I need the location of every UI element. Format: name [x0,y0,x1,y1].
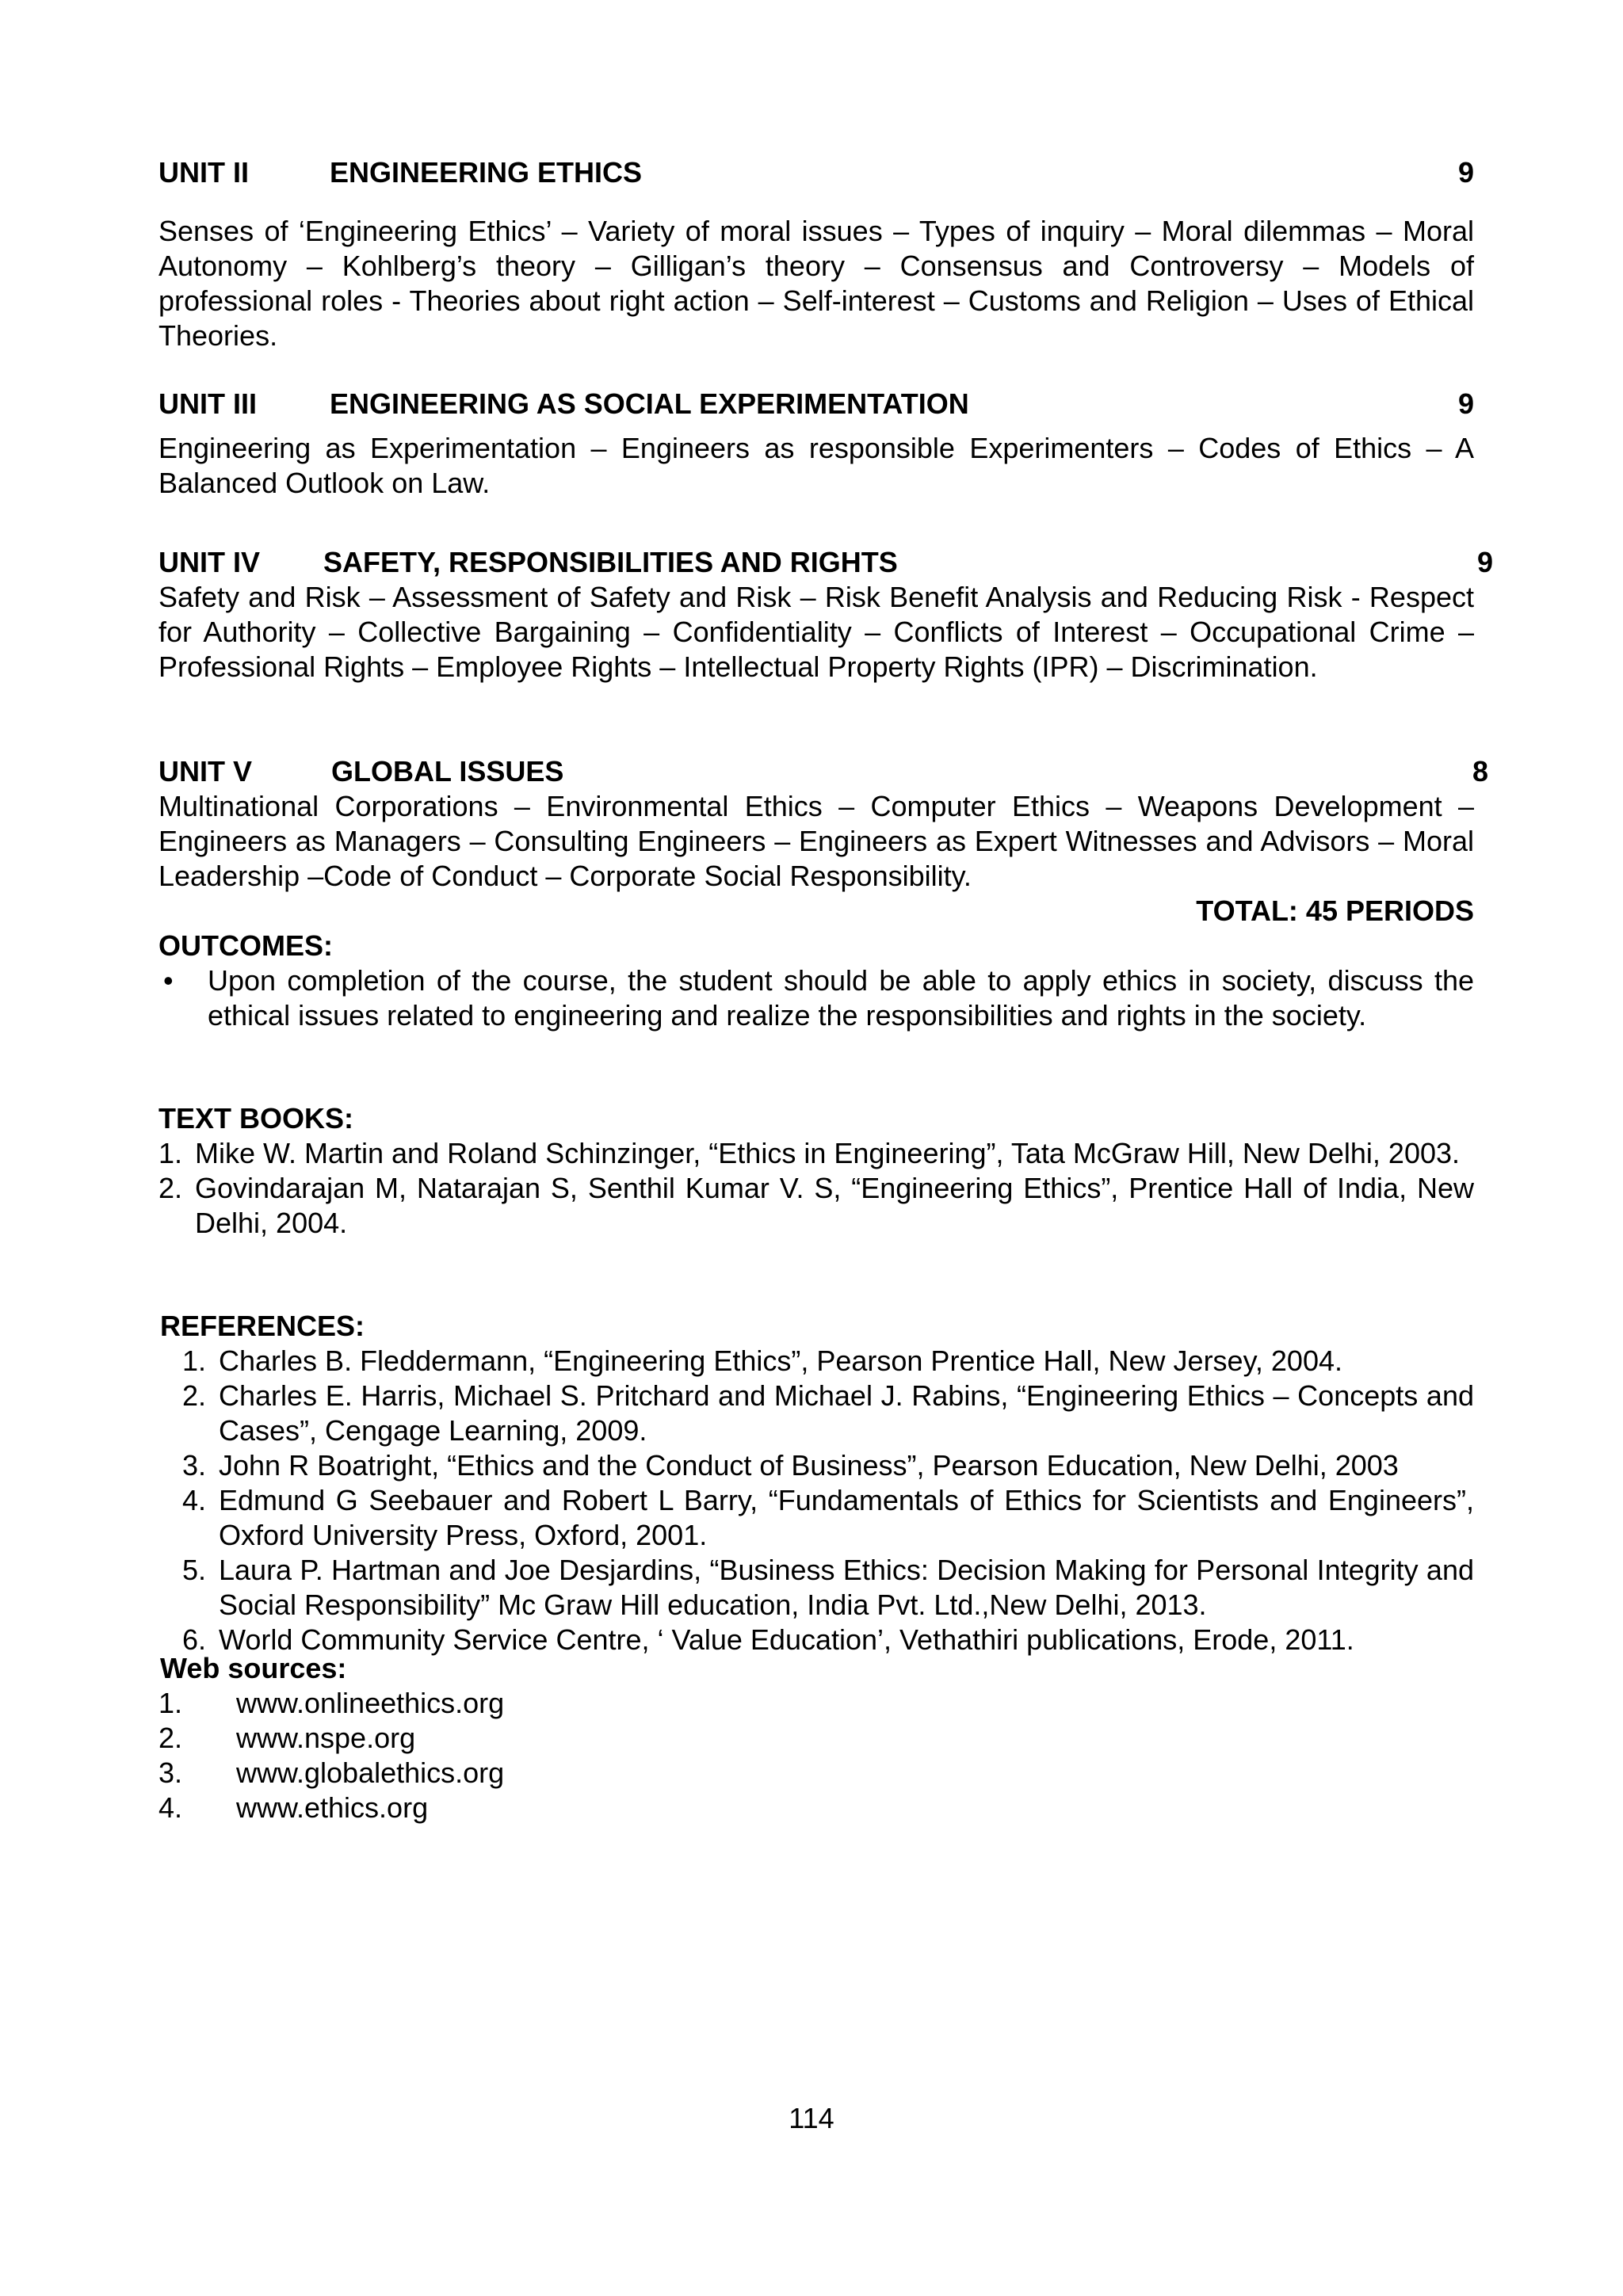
book-citation: Mike W. Martin and Roland Schinzinger, “Ethics in Engineering”, Tata McGraw Hill, New Delhi, 2003. [195,1137,1461,1169]
list-item [158,1721,1474,1756]
unit-title: ENGINEERING AS SOCIAL EXPERIMENTATION [330,387,969,420]
unit-label: UNIT III [158,387,257,420]
list-item [158,1791,1474,1825]
unit-heading [158,387,1474,421]
outcomes-title: OUTCOMES: [158,929,333,962]
web-sources-title: Web sources: [160,1652,347,1684]
book-citation: Govindarajan M, Natarajan S, Senthil Kumar V. S, “Engineering Ethics”, Prentice Hall of India, New Delhi, 2004. [195,1172,1474,1239]
item-number: 1. [158,1137,183,1169]
text-books-list [158,1136,1474,1241]
item-number: 6. [182,1623,207,1656]
item-number: 5. [182,1554,207,1586]
list-item [158,1344,1474,1379]
item-number: 4. [182,1484,207,1516]
unit-section [158,155,1474,353]
list-item [158,1483,1474,1553]
unit-content: Multinational Corporations – Environmental Ethics – Computer Ethics – Weapons Development – Engineers as Managers – Consulting Engineers – Engineers as Expert Witnesses and Advisors – Moral Leadership –Code of Conduct – Corporate Social Responsibility. [158,790,1474,892]
reference-citation: World Community Service Centre, ‘ Value Education’, Vethathiri publications, Erode, 2011. [219,1623,1354,1656]
unit-title: ENGINEERING ETHICS [330,156,643,189]
unit-content: Safety and Risk – Assessment of Safety and Risk – Risk Benefit Analysis and Reducing Risk - Respect for Authority – Collective Bargaining – Confidentiality – Conflicts of Interest – Occupational Crime – Professional Rights – Employee Rights – Intellectual Property Rights (IPR) – Discrimination. [158,581,1474,683]
web-source-url[interactable]: www.nspe.org [236,1722,416,1754]
unit-label: UNIT V [158,755,253,788]
web-source-url[interactable]: www.onlineethics.org [236,1687,505,1719]
page-number: 114 [789,2102,834,2134]
item-number: 4. [158,1791,183,1824]
web-source-url[interactable]: www.globalethics.org [236,1756,505,1789]
item-number: 3. [158,1756,183,1789]
unit-heading [158,155,1474,190]
list-item [158,1171,1474,1241]
unit-hours: 9 [1457,387,1474,420]
reference-citation: Laura P. Hartman and Joe Desjardins, “Business Ethics: Decision Making for Personal Integrity and Social Responsibility” Mc Graw Hill education, India Pvt. Ltd.,New Delhi, 2013. [219,1554,1474,1621]
web-source-url[interactable]: www.ethics.org [236,1791,429,1824]
item-number: 3. [182,1449,207,1482]
unit-hours: 9 [1457,156,1474,189]
unit-label: UNIT IV [158,546,261,578]
unit-section [158,545,1493,685]
unit-section [158,387,1474,501]
list-item [158,1379,1474,1448]
web-sources-section [158,1651,1474,1825]
unit-heading [158,754,1488,789]
list-item [158,963,1474,1033]
unit-section [158,754,1488,894]
item-number: 1. [158,1687,183,1719]
references-section [158,1309,1474,1657]
list-item [158,1686,1474,1721]
unit-label: UNIT II [158,156,249,189]
unit-title: SAFETY, RESPONSIBILITIES AND RIGHTS [323,546,898,578]
bullet-icon: • [163,964,174,997]
total-periods: TOTAL: 45 PERIODS [1196,894,1474,927]
unit-content: Engineering as Experimentation – Engineers as responsible Experimenters – Codes of Ethics – A Balanced Outlook on Law. [158,432,1474,499]
list-item [158,1448,1474,1483]
outcomes-list [158,963,1474,1033]
unit-title: GLOBAL ISSUES [331,755,564,788]
reference-citation: John R Boatright, “Ethics and the Conduct of Business”, Pearson Education, New Delhi, 2003 [219,1449,1399,1482]
list-item [158,1756,1474,1791]
reference-citation: Charles E. Harris, Michael S. Pritchard and Michael J. Rabins, “Engineering Ethics – Concepts and Cases”, Cengage Learning, 2009. [219,1379,1474,1447]
text-books-title: TEXT BOOKS: [158,1102,354,1135]
reference-citation: Charles B. Fleddermann, “Engineering Ethics”, Pearson Prentice Hall, New Jersey, 2004. [219,1344,1342,1377]
text-books-section [158,1101,1474,1241]
item-number: 2. [158,1722,183,1754]
outcomes-section [158,929,1474,1033]
item-number: 2. [158,1172,183,1204]
references-list [158,1344,1474,1657]
outcome-text: Upon completion of the course, the student should be able to apply ethics in society, discuss the ethical issues related to engineering and realize the responsibilities and rights in the society. [208,964,1474,1032]
item-number: 1. [182,1344,207,1377]
unit-hours: 8 [1472,755,1488,788]
references-title: REFERENCES: [160,1310,365,1342]
item-number: 2. [182,1379,207,1412]
list-item [158,1136,1474,1171]
unit-hours: 9 [1476,546,1493,578]
unit-heading [158,545,1493,580]
reference-citation: Edmund G Seebauer and Robert L Barry, “Fundamentals of Ethics for Scientists and Engineers”, Oxford University Press, Oxford, 2001. [219,1484,1474,1551]
unit-content: Senses of ‘Engineering Ethics’ – Variety of moral issues – Types of inquiry – Moral dilemmas – Moral Autonomy – Kohlberg’s theory – Gilligan’s theory – Consensus and Controversy – Models of professional roles - Theories about right action – Self-interest – Customs and Religion – Uses of Ethical Theories. [158,215,1474,352]
list-item [158,1553,1474,1623]
web-sources-list [158,1686,1474,1825]
